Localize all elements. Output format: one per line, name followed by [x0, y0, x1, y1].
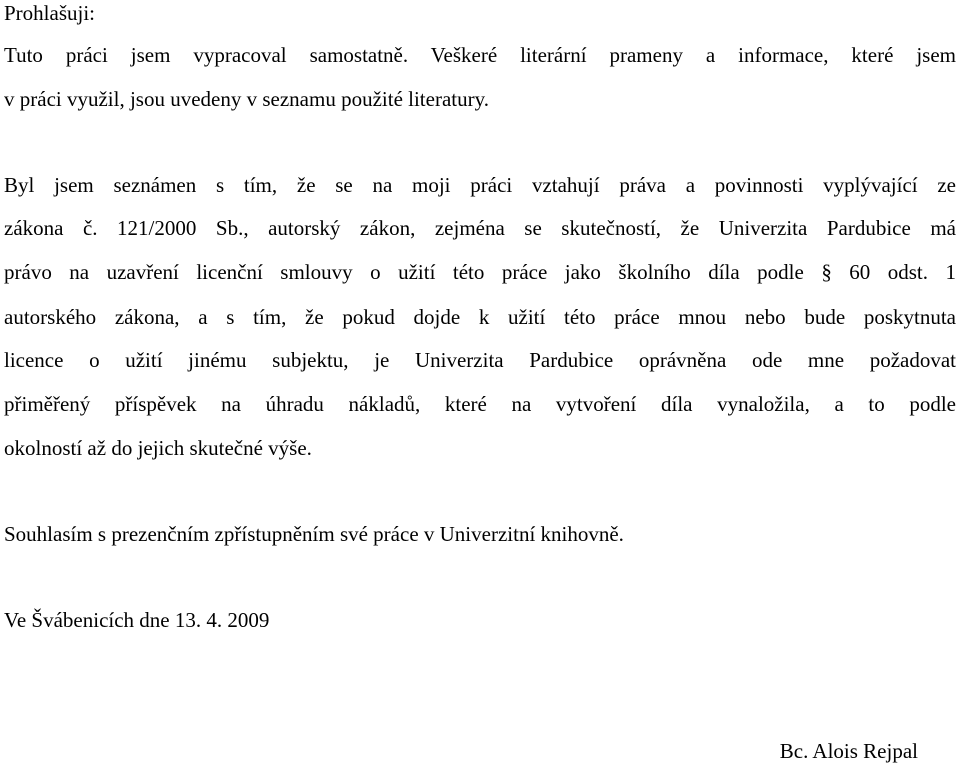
author-signature-name: Bc. Alois Rejpal — [779, 739, 918, 763]
paragraph-text: zákona č. 121/2000 Sb., autorský zákon, zejména se skutečností, že Univerzita Pardubice má — [4, 216, 956, 240]
declaration-heading: Prohlašuji: — [4, 1, 96, 25]
paragraph-text: právo na uzavření licenční smlouvy o užití této práce jako školního díla podle § 60 odst. 1 — [4, 260, 956, 284]
paragraph-2-line-1 — [4, 175, 956, 196]
paragraph-text: Tuto práci jsem vypracoval samostatně. Veškeré literární prameny a informace, které jsem — [4, 43, 956, 67]
paragraph-text: autorského zákona, a s tím, že pokud dojde k užití této práce mnou nebo bude poskytnuta — [4, 305, 956, 329]
paragraph-2-line-4 — [4, 307, 956, 328]
paragraph-text: licence o užití jinému subjektu, je Univerzita Pardubice oprávněna ode mne požadovat — [4, 348, 956, 372]
consent-statement: Souhlasím s prezenčním zpřístupněním své práce v Univerzitní knihovně. — [4, 522, 624, 546]
paragraph-2-line-7: okolností až do jejich skutečné výše. — [4, 436, 312, 460]
paragraph-2-line-2 — [4, 218, 956, 239]
paragraph-2-line-6 — [4, 394, 956, 415]
paragraph-text: Byl jsem seznámen s tím, že se na moji práci vztahují práva a povinnosti vyplývající ze — [4, 173, 956, 197]
paragraph-2-line-3 — [4, 262, 956, 283]
paragraph-text: přiměřený příspěvek na úhradu nákladů, které na vytvoření díla vynaložila, a to podle — [4, 392, 956, 416]
place-and-date: Ve Švábenicích dne 13. 4. 2009 — [4, 608, 270, 632]
paragraph-1-line-2: v práci využil, jsou uvedeny v seznamu použité literatury. — [4, 87, 489, 111]
paragraph-2-line-5 — [4, 350, 956, 371]
paragraph-1-line-1 — [4, 45, 956, 66]
